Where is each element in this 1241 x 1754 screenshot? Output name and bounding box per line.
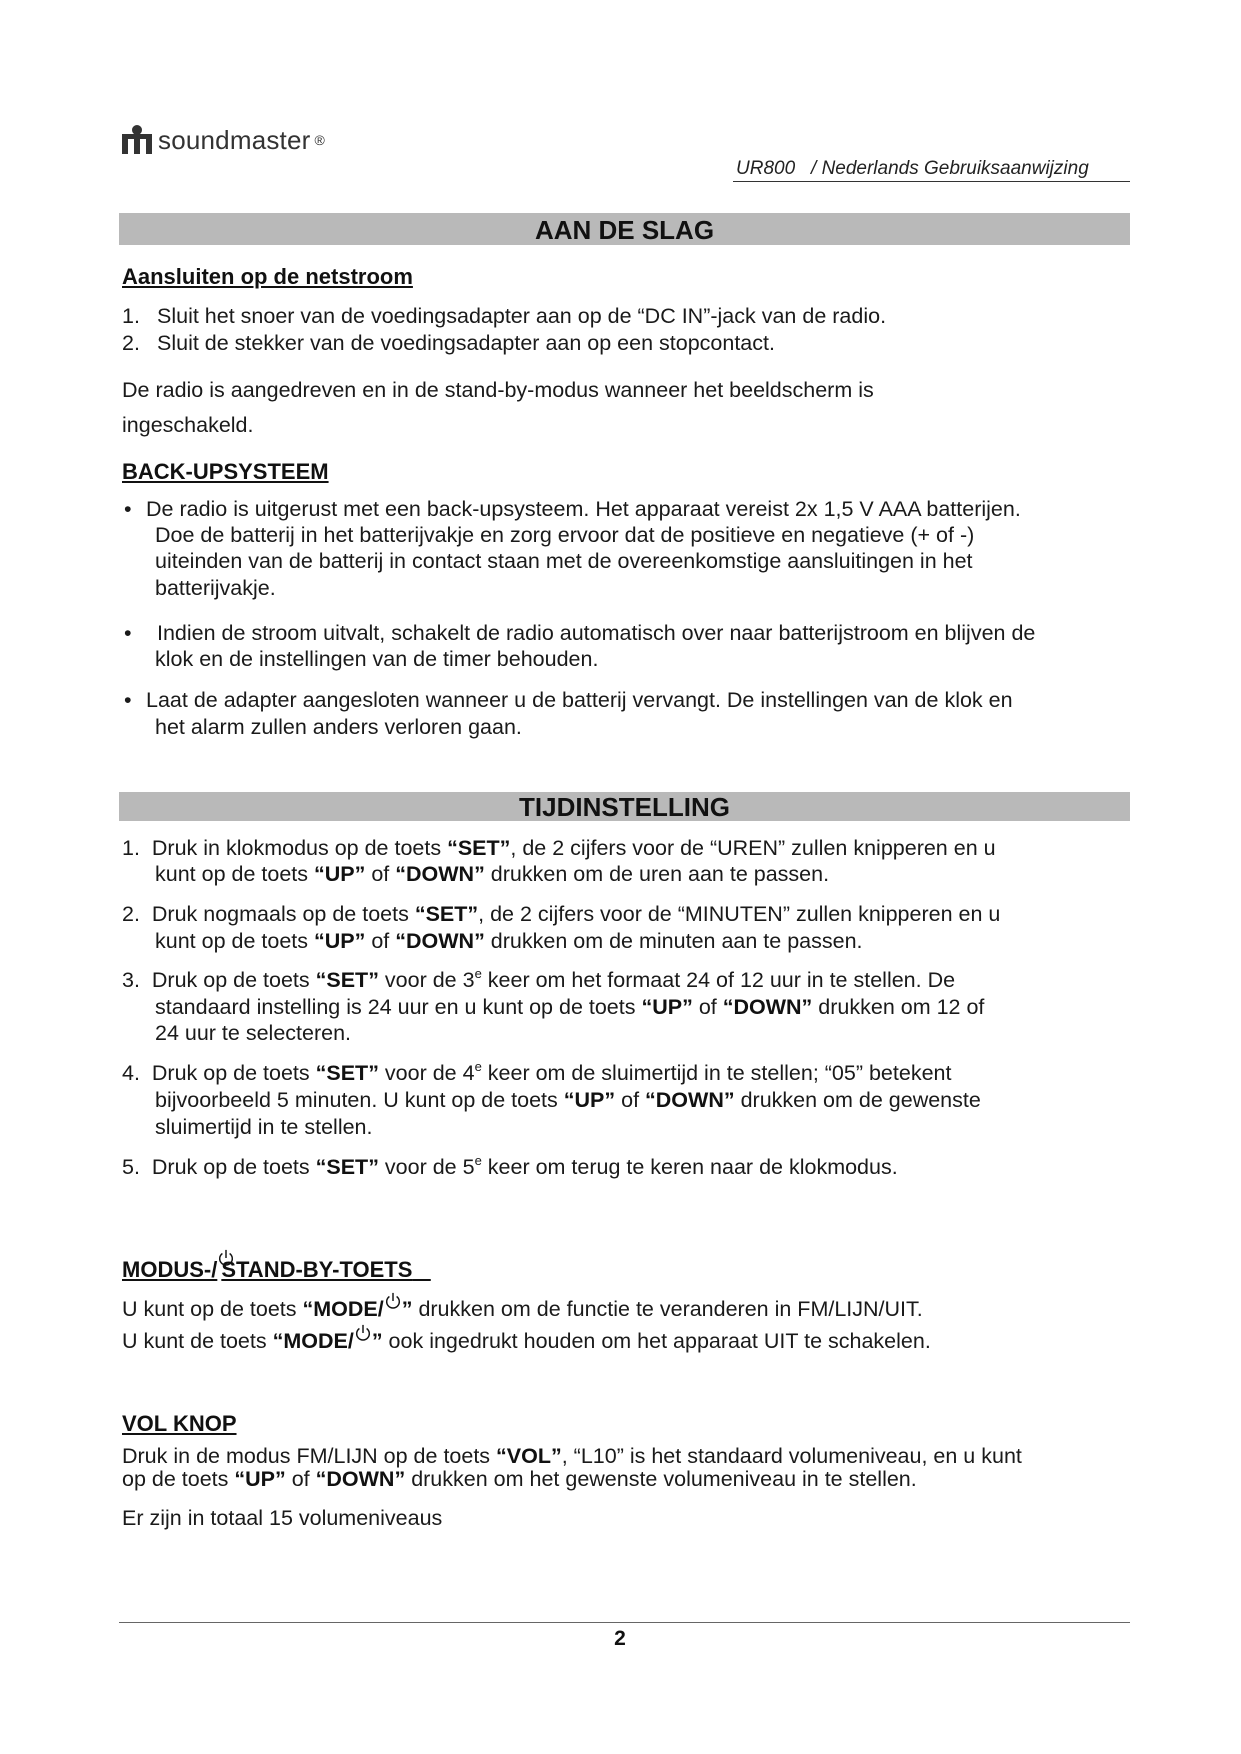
key-up: “UP” (234, 1467, 286, 1491)
text: of (365, 929, 396, 953)
header-separator: / (811, 158, 817, 179)
bullet-2-line2: klok en de instellingen van de timer behouden. (155, 647, 599, 671)
brand-name: soundmaster (158, 124, 311, 155)
bullet-1-line3: uiteinden van de batterij in contact staan met de overeenkomstige aansluitingen in het (155, 549, 973, 573)
time-step-3-line3: 24 uur te selecteren. (155, 1021, 352, 1045)
text: voor de 3 (378, 968, 475, 992)
key-down: “DOWN” (722, 995, 813, 1019)
step-number: 4. (122, 1061, 140, 1085)
step-1 (122, 304, 887, 329)
bullet-1-line4: batterijvakje. (155, 576, 276, 600)
text: Druk op de toets (151, 1155, 316, 1179)
vol-line2 (122, 1467, 917, 1492)
key-mode: “MODE/ (302, 1297, 384, 1321)
time-step-1-line2 (155, 862, 829, 887)
text: U kunt de toets (122, 1329, 273, 1353)
power-paragraph-line1: De radio is aangedreven en in de stand-by-modus wanneer het beeldscherm is (122, 378, 874, 402)
key-down: “DOWN” (645, 1088, 735, 1112)
key-set: “SET” (315, 1155, 379, 1179)
key-up: “UP” (641, 995, 693, 1019)
soundmaster-logo-icon (120, 124, 154, 156)
bullet-marker: • (124, 688, 132, 712)
time-step-3-line1 (122, 968, 955, 993)
text: drukken om het gewenste volumeniveau in te stellen. (405, 1467, 917, 1491)
key-set: “SET” (414, 902, 479, 926)
text: kunt op de toets (155, 862, 314, 886)
bullet-marker: • (124, 621, 132, 645)
key-set: “SET” (447, 836, 511, 860)
text: voor de 4 (378, 1061, 475, 1085)
power-paragraph-line2: ingeschakeld. (122, 413, 254, 437)
bullet-marker: • (124, 497, 132, 521)
text: Druk in klokmodus op de toets (151, 836, 448, 860)
text: kunt op de toets (155, 929, 314, 953)
registered-mark: ® (314, 132, 325, 148)
subheading-netstroom: Aansluiten op de netstroom (122, 264, 413, 289)
text: of (285, 1467, 316, 1491)
bullet-3-line2: het alarm zullen anders verloren gaan. (155, 715, 522, 739)
text: drukken om de uren aan te passen. (484, 862, 830, 886)
key-down: “DOWN” (315, 1467, 406, 1491)
ordinal-suffix: e (474, 1059, 482, 1074)
bullet-1-line1: De radio is uitgerust met een back-upsysteem. Het apparaat vereist 2x 1,5 V AAA batterijen. (146, 497, 1021, 521)
time-step-2-line2 (155, 929, 863, 954)
text: keer om de sluimertijd in te stellen; “05” betekent (481, 1061, 952, 1085)
bullet-1-line2: Doe de batterij in het batterijvakje en zorg ervoor dat de positieve en negatieve (+ of -) (155, 523, 975, 547)
footer-rule (119, 1622, 1130, 1623)
modus-line1 (122, 1290, 923, 1322)
text: Druk op de toets (151, 1061, 316, 1085)
page-number: 2 (614, 1627, 626, 1650)
key-mode: “MODE/ (272, 1329, 354, 1353)
key-up: “UP” (313, 929, 366, 953)
step-number: 5. (122, 1155, 140, 1179)
text: of (365, 862, 396, 886)
vol-line3: Er zijn in totaal 15 volumeniveaus (122, 1506, 443, 1530)
time-step-3-line2 (155, 995, 984, 1020)
ordinal-suffix: e (474, 966, 482, 981)
step-number: 1. (122, 836, 140, 860)
step-text: Sluit de stekker van de voedingsadapter aan op een stopcontact. (157, 331, 775, 355)
ordinal-suffix: e (474, 1153, 482, 1168)
doc-header (736, 158, 1089, 180)
text: drukken om de gewenste (734, 1088, 981, 1112)
key-down: “DOWN” (395, 929, 485, 953)
text: standaard instelling is 24 uur en u kunt op de toets (155, 995, 642, 1019)
key-set: “SET” (315, 1061, 379, 1085)
text: keer om terug te keren naar de klokmodus. (481, 1155, 898, 1179)
subheading-modus (122, 1247, 431, 1283)
key-down: “DOWN” (395, 862, 485, 886)
key-up: “UP” (313, 862, 366, 886)
power-icon (354, 1322, 372, 1344)
brand-logo (120, 124, 325, 156)
text: ook ingedrukt houden om het apparaat UIT te schakelen. (382, 1329, 931, 1353)
power-icon (384, 1290, 402, 1312)
bullet-2-line1: Indien de stroom uitvalt, schakelt de radio automatisch over naar batterijstroom en blijven de (157, 621, 1036, 645)
key-up: “UP” (563, 1088, 616, 1112)
text: U kunt op de toets (122, 1297, 303, 1321)
bullet-3-line1: Laat de adapter aangesloten wanneer u de batterij vervangt. De instellingen van de klok en (146, 688, 1013, 712)
text: op de toets (122, 1467, 235, 1491)
text: ” (401, 1297, 413, 1321)
model-name: UR800 (736, 158, 796, 179)
subheading-vol-knop: VOL KNOP (122, 1411, 237, 1436)
text: drukken om 12 of (812, 995, 985, 1019)
time-step-2-line1 (122, 902, 1000, 927)
subheading-backup: BACK-UPSYSTEEM (122, 459, 329, 484)
step-number: 1. (122, 304, 140, 328)
vol-line1 (122, 1444, 1022, 1469)
time-step-4-line3: sluimertijd in te stellen. (155, 1115, 373, 1139)
text: Druk nogmaals op de toets (151, 902, 415, 926)
step-2 (122, 331, 775, 356)
key-set: “SET” (315, 968, 379, 992)
text: voor de 5 (378, 1155, 475, 1179)
text: Druk op de toets (151, 968, 316, 992)
text: , “L10” is het standaard volumeniveau, en u kunt (561, 1444, 1022, 1468)
text: , de 2 cijfers voor de “UREN” zullen knipperen en u (510, 836, 996, 860)
text: drukken om de functie te veranderen in FM/LIJN/UIT. (412, 1297, 923, 1321)
text: bijvoorbeeld 5 minuten. U kunt op de toets (155, 1088, 564, 1112)
doc-title: Nederlands Gebruiksaanwijzing (821, 158, 1089, 179)
text: drukken om de minuten aan te passen. (484, 929, 863, 953)
text: keer om het formaat 24 of 12 uur in te stellen. De (481, 968, 956, 992)
step-number: 3. (122, 968, 140, 992)
time-step-4-line1 (122, 1061, 951, 1086)
text: ” (371, 1329, 383, 1353)
step-text: Sluit het snoer van de voedingsadapter aan op de “DC IN”-jack van de radio. (157, 304, 887, 328)
text: MODUS-/ (122, 1257, 218, 1282)
header-rule (733, 181, 1130, 182)
section-title-tijdinstelling: TIJDINSTELLING (119, 792, 1130, 821)
modus-line2 (122, 1322, 931, 1354)
time-step-5-line1 (122, 1155, 898, 1180)
step-number: 2. (122, 902, 140, 926)
text: , de 2 cijfers voor de “MINUTEN” zullen knipperen en u (478, 902, 1001, 926)
text: STAND-BY-TOETS (221, 1257, 413, 1282)
section-title-aan-de-slag: AAN DE SLAG (119, 213, 1130, 245)
time-step-1-line1 (122, 836, 996, 861)
text: of (615, 1088, 646, 1112)
time-step-4-line2 (155, 1088, 981, 1113)
text: Druk in de modus FM/LIJN op de toets (122, 1444, 497, 1468)
text: of (692, 995, 723, 1019)
key-vol: “VOL” (496, 1444, 562, 1468)
step-number: 2. (122, 331, 140, 355)
